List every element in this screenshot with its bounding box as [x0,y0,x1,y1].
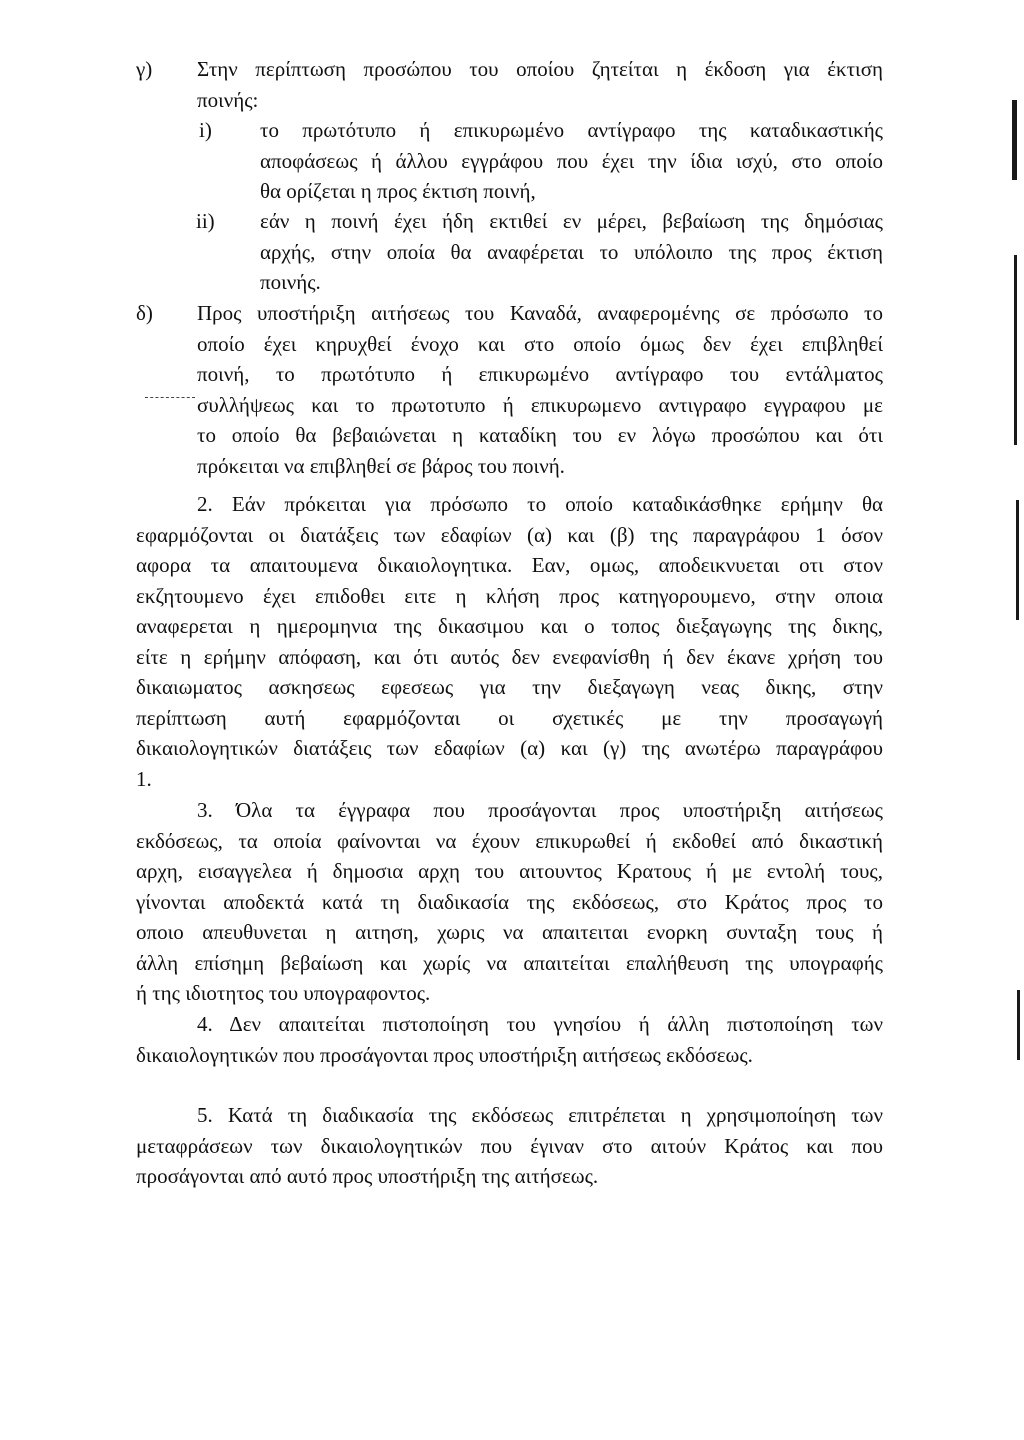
text-line: αποφάσεως ή άλλου εγγράφου που έχει την ίδια ισχύ, στο οποίο [260,148,883,173]
text-line: εκζητουμενο έχει επιδοθει ειτε η κλήση προς κατηγορουμενο, στην οποια [136,583,883,608]
text-line: 4. Δεν απαιτείται πιστοποίηση του γνησίου ή άλλη πιστοποίηση των [197,1012,883,1036]
section-delta-text [197,298,883,481]
text-line: πρόκειται να επιβληθεί σε βάρος του ποινή. [197,453,565,478]
scan-edge-mark [1012,100,1017,180]
item-ii-label: ii) [196,209,215,233]
text-line: Στην περίπτωση προσώπου του οποίου ζητείται η έκδοση για έκτιση [197,57,883,81]
item-i-text [260,115,883,207]
text-line: δικαιολογητικών που προσάγονται προς υποστήριξη αιτήσεως εκδόσεως. [136,1042,753,1067]
section-delta-label: δ) [136,301,153,325]
text-line: γίνονται αποδεκτά κατά τη διαδικασία της εκδόσεως, στο Κράτος προς το [136,889,883,914]
text-line: ποινής: [197,87,259,112]
text-line: θα ορίζεται η προς έκτιση ποινή, [260,179,536,203]
text-line: αναφερεται η ημερομηνια της δικασιμου και ο τοπος διεξαγωγης της δικης, [136,614,883,638]
text-line: Προς υποστήριξη αιτήσεως του Καναδά, αναφερομένης σε πρόσωπο το [197,301,883,325]
text-line: αρχής, στην οποία θα αναφέρεται το υπόλοιπο της προς έκτιση [260,239,883,264]
text-line: εφαρμόζονται οι διατάξεις των εδαφίων (α) και (β) της παραγράφου 1 όσον [136,522,883,547]
text-line: αρχη, εισαγγελεα ή δημοσια αρχη του αιτουντος Κρατους ή με εντολή τους, [136,859,883,883]
text-line: συλλήψεως και το πρωτοτυπο ή επικυρωμενο αντιγραφο εγγραφου με [197,392,883,417]
text-line: το πρωτότυπο ή επικυρωμένο αντίγραφο της καταδικαστικής [260,118,883,142]
text-line: 3. Όλα τα έγγραφα που προσάγονται προς υποστήριξη αιτήσεως [197,798,883,822]
section-gamma-label: γ) [136,57,153,81]
text-line: αφορα τα απαιτουμενα δικαιολογητικα. Εαν, ομως, αποδεικνυεται οτι στον [136,553,883,577]
text-line: δικαιολογητικών διατάξεις των εδαφίων (α) και (γ) της ανωτέρω παραγράφου [136,736,883,760]
text-line: ποινή, το πρωτότυπο ή επικυρωμένο αντίγραφο του εντάλματος [197,362,883,386]
text-line: οποιο απευθυνεται η αιτηση, χωρις να απαιτειται ενορκη συνταξη τους ή [136,920,883,944]
text-line: το οποίο θα βεβαιώνεται η καταδίκη του εν λόγω προσώπου και ότι [197,423,883,447]
text-line: 5. Κατά τη διαδικασία της εκδόσεως επιτρέπεται η χρησιμοποίηση των [197,1103,883,1127]
text-line: οποίο έχει κηρυχθεί ένοχο και στο οποίο όμως δεν έχει επιβληθεί [197,331,883,356]
text-line: μεταφράσεων των δικαιολογητικών που έγιναν στο αιτούν Κράτος και που [136,1133,883,1158]
scan-artifact [145,397,195,398]
item-ii-text [260,206,883,298]
paragraph-3 [136,795,883,1009]
paragraph-2 [136,489,883,794]
scan-edge-mark [1016,500,1019,620]
text-line: είτε η ερήμην απόφαση, και ότι αυτός δεν ενεφανίσθη ή δεν έκανε χρήση του [136,644,883,669]
text-line: περίπτωση αυτή εφαρμόζονται οι σχετικές με την προσαγωγή [136,705,883,730]
paragraph-5 [136,1100,883,1192]
text-line: 1. [136,766,152,791]
paragraph-4 [136,1009,883,1070]
section-gamma-text [197,54,883,115]
scan-edge-mark [1014,255,1017,445]
text-line: ποινής. [260,270,321,294]
item-i-label: i) [199,118,212,142]
text-line: προσάγονται από αυτό προς υποστήριξη της αιτήσεως. [136,1164,599,1188]
text-line: εάν η ποινή έχει ήδη εκτιθεί εν μέρει, βεβαίωση της δημόσιας [260,209,883,233]
text-line: άλλη επίσημη βεβαίωση και χωρίς να απαιτείται επαλήθευση της υπογραφής [136,950,883,975]
text-line: ή της ιδιοτητος του υπογραφοντος. [136,981,431,1005]
text-line: δικαιωματος ασκησεως εφεσεως για την διεξαγωγη νεας δικης, στην [136,675,883,699]
text-line: 2. Εάν πρόκειται για πρόσωπο το οποίο καταδικάσθηκε ερήμην θα [197,492,883,516]
scan-edge-mark [1017,990,1020,1060]
text-line: εκδόσεως, τα οποία φαίνονται να έχουν επικυρωθεί ή εκδοθεί από δικαστική [136,828,883,853]
